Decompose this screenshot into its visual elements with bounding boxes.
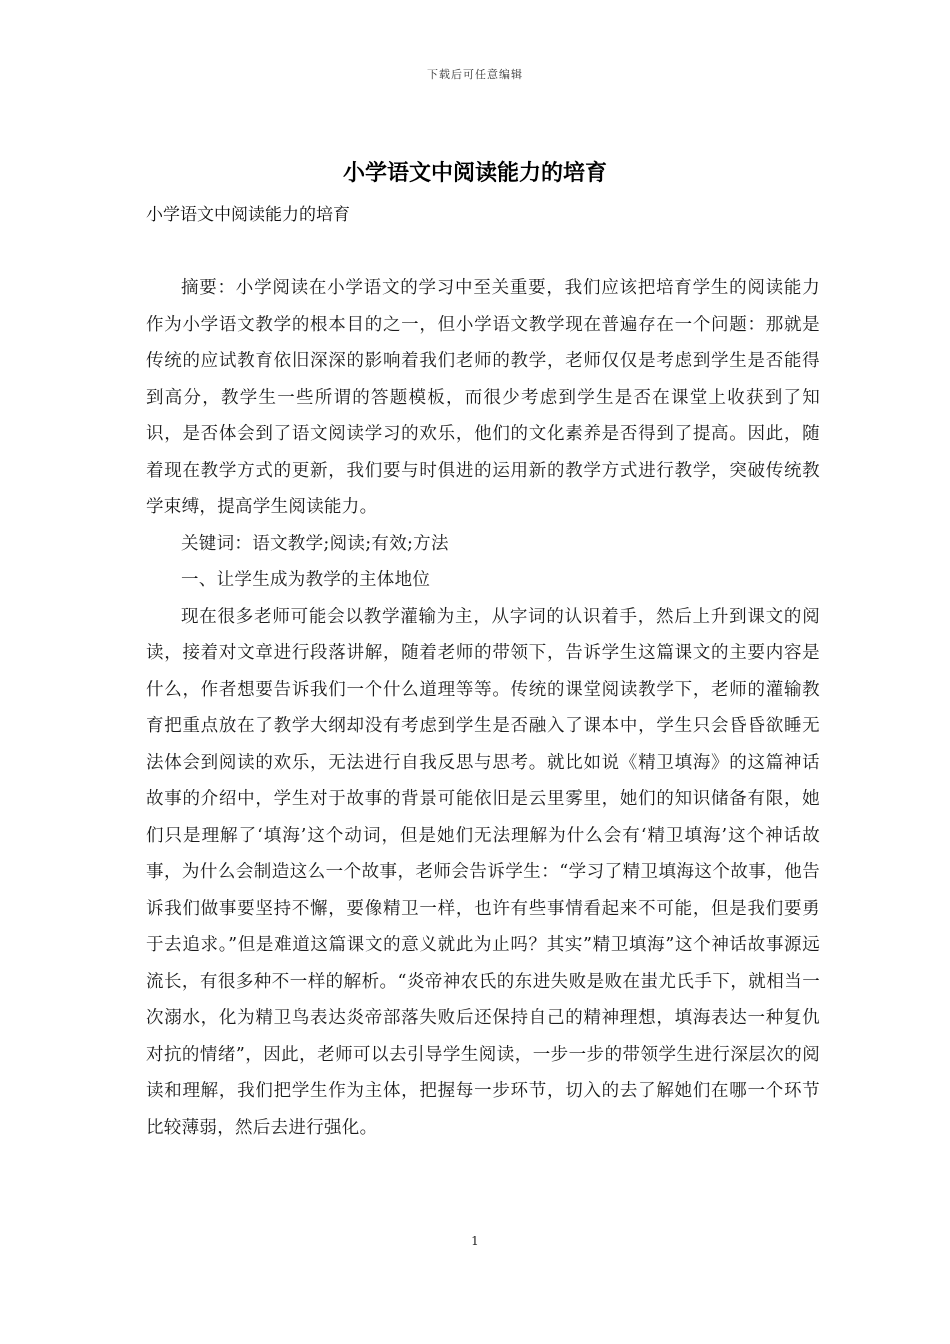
abstract-paragraph: 摘要：小学阅读在小学语文的学习中至关重要，我们应该把培育学生的阅读能力作为小学语文教学的根本目的之一，但小学语文教学现在普遍存在一个问题：那就是传统的应试教育依旧深深的影响着我们老师的教学，老师仅仅是考虑到学生是否能得到高分，教学生一些所谓的答题模板，而很少考虑到学生是否在课堂上收获到了知识，是否体会到了语文阅读学习的欢乐，他们的文化素养是否得到了提高。因此，随着现在教学方式的更新，我们要与时俱进的运用新的教学方式进行教学，突破传统教学束缚，提高学生阅读能力。 <box>146 278 820 517</box>
keywords-paragraph: 关键词：语文教学;阅读;有效;方法 <box>181 533 449 554</box>
document-title: 小学语文中阅读能力的培育 <box>342 160 607 186</box>
page-number: 1 <box>471 1234 479 1248</box>
document-body <box>146 270 820 1146</box>
document-subtitle: 小学语文中阅读能力的培育 <box>146 205 350 225</box>
header-note: 下载后可任意编辑 <box>427 68 523 81</box>
section-heading: 一、让学生成为教学的主体地位 <box>181 570 431 590</box>
body-paragraph: 现在很多老师可能会以教学灌输为主，从字词的认识着手，然后上升到课文的阅读，接着对文章进行段落讲解，随着老师的带领下，告诉学生这篇课文的主要内容是什么，作者想要告诉我们一个什么道理等等。传统的课堂阅读教学下，老师的灌输教育把重点放在了教学大纲却没有考虑到学生是否融入了课本中，学生只会昏昏欲睡无法体会到阅读的欢乐，无法进行自我反思与思考。就比如说《精卫填海》的这篇神话故事的介绍中，学生对于故事的背景可能依旧是云里雾里，她们的知识储备有限，她们只是理解了‘填海’这个动词，但是她们无法理解为什么会有‘精卫填海’这个神话故事，为什么会制造这么一个故事，老师会告诉学生：“学习了精卫填海这个故事，他告诉我们做事要坚持不懈，要像精卫一样，也许有些事情看起来不可能，但是我们要勇于去追求。”但是难道这篇课文的意义就此为止吗？其实”精卫填海”这个神话故事源远流长，有很多种不一样的解析。“炎帝神农氏的东进失败是败在蚩尤氏手下，就相当一次溺水，化为精卫鸟表达炎帝部落失败后还保持自己的精神理想，填海表达一种复仇对抗的情绪”，因此，老师可以去引导学生阅读，一步一步的带领学生进行深层次的阅读和理解，我们把学生作为主体，把握每一步环节，切入的去了解她们在哪一个环节比较薄弱，然后去进行强化。 <box>146 606 820 1138</box>
